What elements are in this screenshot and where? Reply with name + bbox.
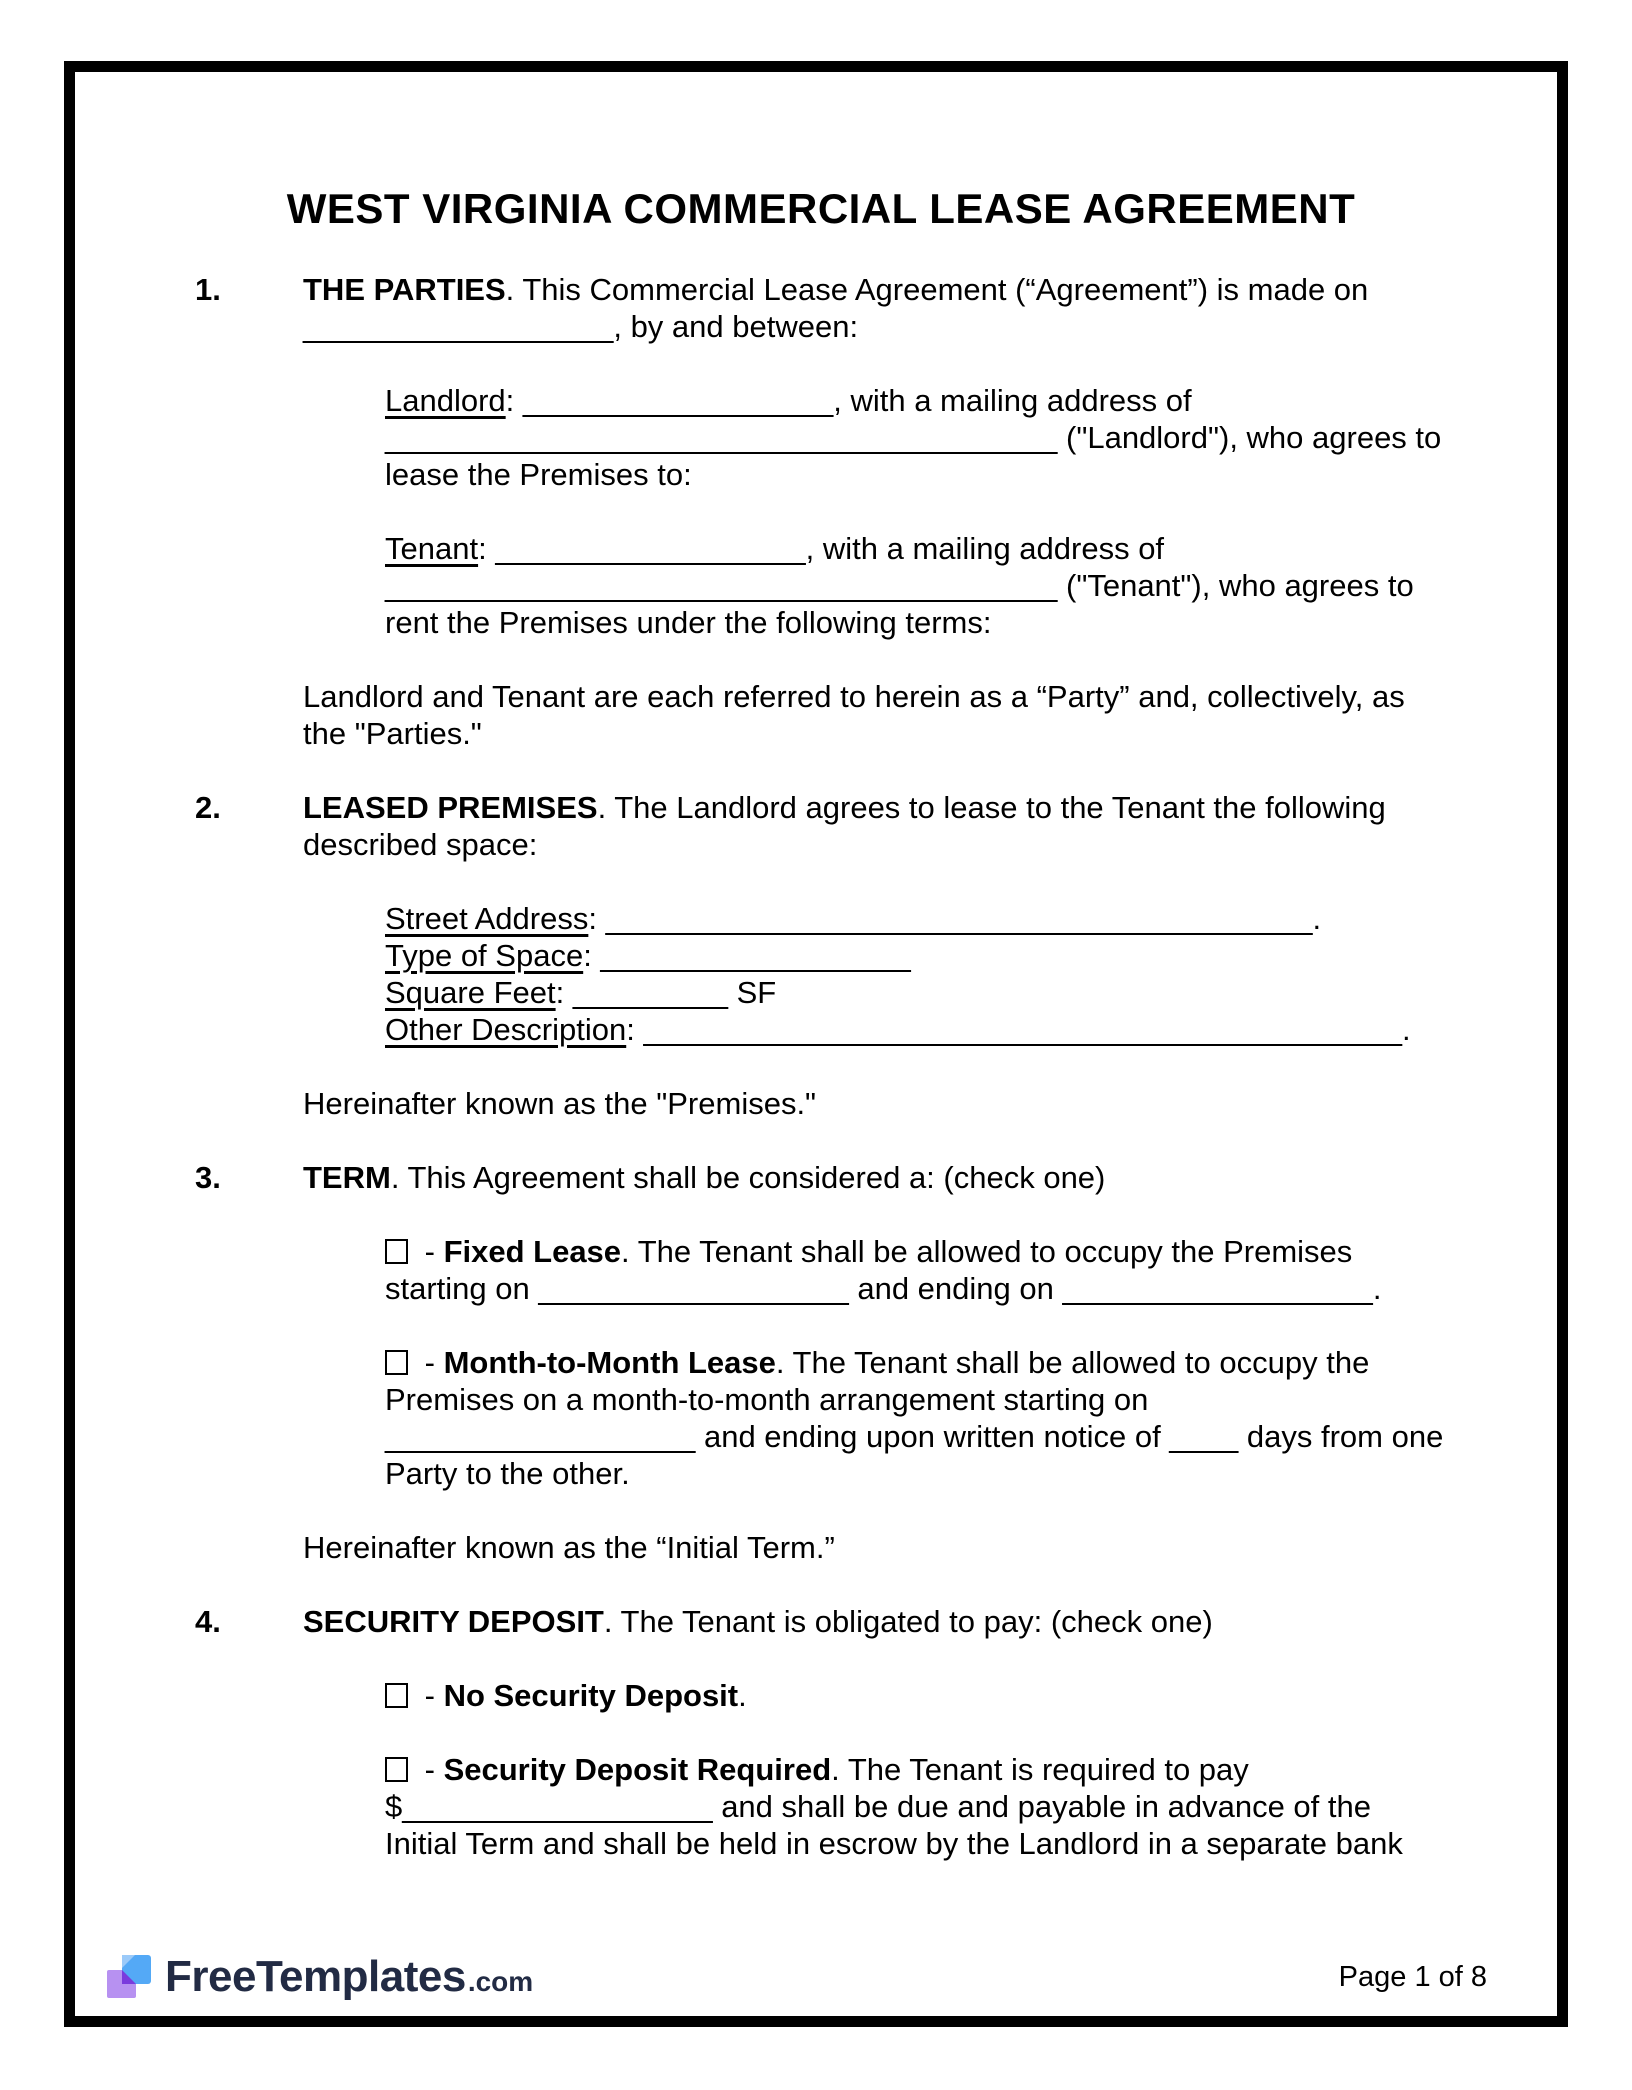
text-run: days from one Party to the other. (385, 1419, 1444, 1491)
text-run: Type of Space (385, 938, 584, 973)
paragraph (385, 1677, 1447, 1714)
section-body (303, 789, 1447, 1122)
checkbox-icon[interactable] (385, 1757, 408, 1782)
section (195, 1603, 1447, 1862)
section-body (303, 1159, 1447, 1566)
text-run: : (588, 901, 606, 936)
text-run: Fixed Lease (443, 1234, 622, 1269)
text-run: Street Address (385, 901, 589, 936)
document-title: WEST VIRGINIA COMMERCIAL LEASE AGREEMENT (286, 185, 1356, 232)
brand-logo (106, 1952, 533, 2002)
text-run: Other Description (385, 1012, 627, 1047)
text-run: - (416, 1345, 444, 1380)
page-frame (64, 61, 1568, 2027)
text-run: Landlord and Tenant are each referred to herein as a “Party” and, collectively, as the "Parties." (303, 679, 1405, 751)
paragraph (385, 530, 1447, 641)
text-run: Security Deposit Required (443, 1752, 832, 1787)
text-run: , with a mailing address of (805, 531, 1165, 566)
paragraph (385, 1011, 1447, 1048)
blank-field[interactable]: ____________________________________________ (643, 1012, 1403, 1047)
paragraph (385, 382, 1447, 493)
blank-field[interactable]: _________ (572, 975, 729, 1010)
text-run: Landlord (385, 383, 506, 418)
blank-field[interactable]: $__________________ (385, 1789, 713, 1824)
paragraph (385, 1344, 1447, 1492)
paragraph (303, 1603, 1447, 1640)
blank-field[interactable]: ____ (1169, 1419, 1239, 1454)
paragraph (303, 789, 1447, 863)
text-run: No Security Deposit (443, 1678, 739, 1713)
checkbox-icon[interactable] (385, 1350, 408, 1375)
section (195, 1159, 1447, 1566)
text-run: . The Landlord agrees to lease to the Tenant the following described space: (303, 790, 1386, 862)
blank-field[interactable]: __________________ (385, 1419, 696, 1454)
text-run: and shall be due and payable in advance of the Initial Term and shall be held in escrow by the Landlord in a separate bank (385, 1789, 1403, 1861)
text-run: . The Tenant is required to pay (831, 1752, 1249, 1787)
text-run: Month-to-Month Lease (443, 1345, 776, 1380)
blank-field[interactable]: __________________ (600, 938, 911, 973)
page-number: Page 1 of 8 (1338, 1960, 1487, 1993)
paragraph (303, 1085, 1447, 1122)
checkbox-icon[interactable] (385, 1239, 408, 1264)
text-run: and ending on (848, 1271, 1063, 1306)
section-number: 4. (195, 1604, 221, 1639)
paragraph (303, 1529, 1447, 1566)
text-run: . This Agreement shall be considered a: (check one) (390, 1160, 1106, 1195)
blank-field[interactable]: __________________ (522, 383, 834, 418)
paragraph (303, 1159, 1447, 1196)
text-run: - (416, 1234, 444, 1269)
text-run: . (1402, 1012, 1411, 1047)
text-run: : (626, 1012, 644, 1047)
document-content (75, 72, 1557, 2016)
paragraph (303, 678, 1447, 752)
blank-field[interactable]: __________________ (538, 1271, 849, 1306)
brand-text (165, 1952, 533, 2002)
paragraph (385, 1233, 1447, 1307)
text-run: . The Tenant shall be allowed to occupy the Premises on a month-to-month arrangement starting on (385, 1345, 1370, 1417)
blank-field[interactable]: __________________ (303, 309, 614, 344)
brand-name: FreeTemplates (165, 1952, 466, 2001)
text-run: TERM (303, 1160, 391, 1195)
text-run: Tenant (385, 531, 479, 566)
blank-field[interactable]: __________________ (495, 531, 806, 566)
text-run: THE PARTIES (303, 272, 506, 307)
blank-field[interactable]: _______________________________________ (385, 568, 1058, 603)
text-run: SF (728, 975, 777, 1010)
section (195, 271, 1447, 752)
text-run: . The Tenant shall be allowed to occupy the Premises starting on (385, 1234, 1353, 1306)
checkbox-icon[interactable] (385, 1683, 408, 1708)
sections (195, 271, 1447, 1862)
overlapping-squares-icon (106, 1954, 152, 2000)
text-run: : (478, 531, 496, 566)
blank-field[interactable]: _______________________________________ (385, 420, 1058, 455)
text-run: : (505, 383, 523, 418)
blank-field[interactable]: _________________________________________ (605, 901, 1313, 936)
section-number: 1. (195, 272, 221, 307)
section (195, 789, 1447, 1122)
text-run: SECURITY DEPOSIT (303, 1604, 604, 1639)
text-run: : (583, 938, 601, 973)
blank-field[interactable]: __________________ (1062, 1271, 1373, 1306)
text-run: : (555, 975, 573, 1010)
text-run: Square Feet (385, 975, 556, 1010)
paragraph (385, 974, 1447, 1011)
text-run: . The Tenant is obligated to pay: (check one) (603, 1604, 1213, 1639)
brand-suffix: .com (467, 1966, 534, 1997)
text-run: LEASED PREMISES (303, 790, 598, 825)
text-run: Hereinafter known as the "Premises." (303, 1086, 817, 1121)
section-number: 2. (195, 790, 221, 825)
text-run: ("Landlord"), who agrees to lease the Premises to: (385, 420, 1442, 492)
text-run: . This Commercial Lease Agreement (“Agreement”) is made on (505, 272, 1369, 307)
paragraph (385, 937, 1447, 974)
text-run: , by and between: (613, 309, 859, 344)
page-footer (106, 1952, 1487, 2002)
section-number: 3. (195, 1160, 221, 1195)
text-run: ("Tenant"), who agrees to rent the Premises under the following terms: (385, 568, 1414, 640)
text-run: - (416, 1678, 444, 1713)
text-run: and ending upon written notice of (695, 1419, 1170, 1454)
text-run: , with a mailing address of (833, 383, 1192, 418)
section-body (303, 1603, 1447, 1862)
paragraph (303, 271, 1447, 345)
paragraph (385, 1751, 1447, 1862)
text-run: . (738, 1678, 747, 1713)
text-run: . (1372, 1271, 1382, 1306)
text-run: . (1312, 901, 1322, 936)
text-run: - (416, 1752, 444, 1787)
section-body (303, 271, 1447, 752)
paragraph (385, 900, 1447, 937)
text-run: Hereinafter known as the “Initial Term.” (303, 1530, 835, 1565)
